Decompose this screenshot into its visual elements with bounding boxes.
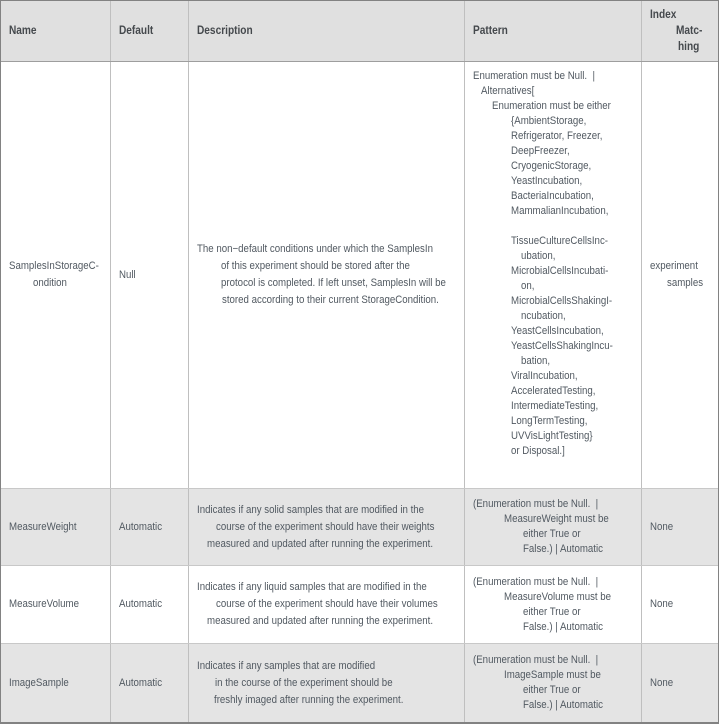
cell-text-line: Matc- (676, 25, 703, 37)
cell-text-line: Automatic (119, 520, 163, 533)
cell-pattern (465, 644, 642, 722)
cell-default (111, 489, 189, 565)
cell-name (1, 489, 111, 565)
cell-text-line: CryogenicStorage, (511, 160, 592, 172)
cell-text-line: None (650, 676, 674, 689)
cell-text-line: Enumeration must be Null. | (473, 70, 595, 82)
cell-text-line: MeasureVolume (9, 598, 79, 610)
cell-text-line: Enumeration must be either (492, 100, 611, 112)
cell-index-matching (642, 566, 718, 643)
cell-description (189, 644, 465, 722)
cell-text-line: YeastIncubation, (511, 175, 583, 187)
cell-text-line: Alternatives[ (481, 85, 535, 97)
cell-pattern (465, 62, 642, 488)
cell-name (1, 62, 111, 488)
cell-text-line: BacteriaIncubation, (511, 190, 594, 202)
column-header-description (189, 1, 465, 61)
cell-text-line: in the course of the experiment should be (215, 676, 393, 689)
table-row (1, 489, 718, 566)
cell-text-line: UVVisLightTesting} (511, 430, 593, 442)
table-row (1, 566, 718, 644)
cell-default (111, 644, 189, 722)
cell-text-line: (Enumeration must be Null. | (473, 654, 599, 666)
column-header-name (1, 1, 111, 61)
cell-description (189, 566, 465, 643)
cell-text-line: Automatic (119, 676, 163, 689)
cell-text-line: TissueCultureCellsInc- (511, 235, 609, 247)
cell-name (1, 566, 111, 643)
cell-text-line: AcceleratedTesting, (511, 385, 596, 397)
cell-text-line: measured and updated after running the experiment. (207, 615, 434, 627)
cell-text-line: samples (667, 277, 704, 289)
cell-text-line: freshly imaged after running the experiment. (214, 693, 404, 706)
cell-text-line: either True or (523, 605, 581, 618)
cell-text-line: MicrobialCellsShakingI- (511, 295, 613, 307)
cell-text-line: Index (650, 9, 677, 21)
cell-text-line: protocol is completed. If left unset, SamplesIn will be (221, 277, 446, 289)
cell-text-line: YeastCellsIncubation, (511, 325, 604, 337)
column-header-pattern (465, 1, 642, 61)
cell-text-line: (Enumeration must be Null. | (473, 498, 599, 510)
cell-text-line: hing (678, 41, 700, 53)
cell-text-line: Pattern (473, 25, 508, 37)
cell-text-line: experiment (650, 260, 698, 272)
cell-text-line: Automatic (119, 598, 163, 610)
cell-text-line: either True or (523, 528, 581, 540)
cell-text-line: MicrobialCellsIncubati- (511, 265, 609, 277)
cell-text-line: ViralIncubation, (511, 370, 578, 382)
cell-text-line: either True or (523, 684, 581, 696)
cell-text-line: Indicates if any liquid samples that are modified in the (197, 581, 427, 593)
cell-text-line: DeepFreezer, (511, 145, 570, 157)
cell-text-line: False.) | Automatic (523, 699, 603, 711)
cell-text-line: or Disposal.] (511, 445, 565, 457)
table-body (1, 62, 718, 722)
cell-text-line: measured and updated after running the experiment. (207, 537, 434, 550)
cell-text-line: SamplesInStorageC- (9, 260, 99, 272)
cell-text-line: False.) | Automatic (523, 543, 603, 555)
cell-text-line: ImageSample must be (504, 669, 601, 681)
cell-default (111, 62, 189, 488)
cell-text-line: IntermediateTesting, (511, 400, 599, 412)
cell-text-line: ImageSample (9, 676, 69, 689)
cell-text-line: None (650, 598, 674, 610)
cell-text-line: bation, (521, 355, 551, 367)
cell-text-line: Default (119, 25, 154, 37)
column-header-default (111, 1, 189, 61)
table-row (1, 62, 718, 489)
cell-text-line: on, (521, 280, 535, 292)
cell-text-line: course of the experiment should have their weights (216, 520, 435, 533)
table-row (1, 644, 718, 722)
cell-text-line: Indicates if any samples that are modified (197, 659, 376, 672)
cell-text-line: MammalianIncubation, (511, 205, 609, 217)
cell-text-line: Refrigerator, Freezer, (511, 130, 603, 142)
cell-name (1, 644, 111, 722)
cell-text-line: Null (119, 268, 136, 281)
cell-index-matching (642, 489, 718, 565)
cell-text-line: ncubation, (521, 310, 566, 322)
cell-text-line: (Enumeration must be Null. | (473, 575, 599, 588)
cell-text-line: ubation, (521, 250, 556, 262)
cell-text-line: LongTermTesting, (511, 415, 588, 427)
cell-text-line: MeasureWeight (9, 520, 77, 533)
cell-text-line: of this experiment should be stored after the (221, 260, 410, 272)
cell-text-line: course of the experiment should have their volumes (216, 598, 438, 610)
cell-default (111, 566, 189, 643)
cell-text-line: Name (9, 25, 37, 37)
cell-description (189, 62, 465, 488)
cell-text-line: None (650, 520, 674, 533)
cell-text-line: Indicates if any solid samples that are modified in the (197, 503, 425, 516)
cell-text-line: MeasureWeight must be (504, 513, 609, 525)
column-header-index_matching (642, 1, 718, 61)
cell-index-matching (642, 62, 718, 488)
cell-pattern (465, 566, 642, 643)
cell-text-line: YeastCellsShakingIncu- (511, 340, 613, 352)
cell-index-matching (642, 644, 718, 722)
cell-description (189, 489, 465, 565)
cell-text-line: False.) | Automatic (523, 620, 603, 633)
cell-text-line: {AmbientStorage, (511, 115, 587, 127)
cell-text-line: ondition (33, 277, 67, 289)
cell-text-line: Description (197, 25, 253, 37)
cell-text-line: The non−default conditions under which the SamplesIn (197, 243, 433, 255)
cell-pattern (465, 489, 642, 565)
cell-text-line: MeasureVolume must be (504, 590, 612, 603)
table-header-row (1, 1, 718, 62)
cell-text-line (473, 219, 635, 234)
cell-text-line: stored according to their current StorageCondition. (222, 294, 439, 306)
